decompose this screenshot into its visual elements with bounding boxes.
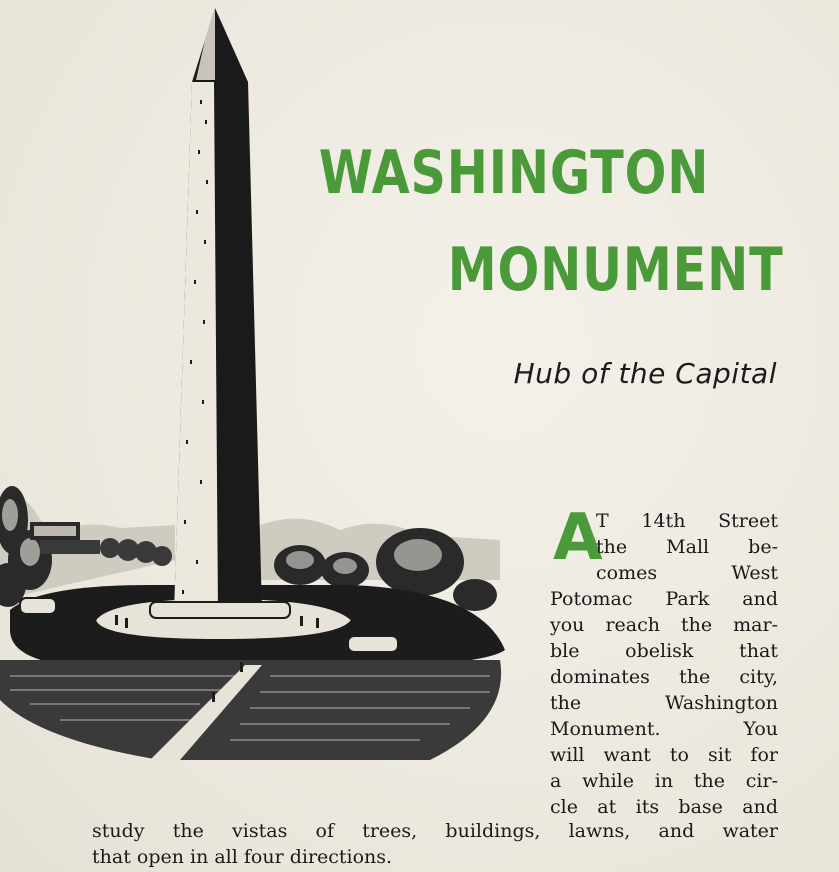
subtitle: Hub of the Capital	[513, 357, 777, 390]
body-column	[550, 501, 778, 820]
body-line: dominates the city,	[550, 666, 778, 688]
body-full-line: that open in all four directions.	[92, 846, 393, 868]
body-line: T 14th Street	[596, 510, 778, 532]
drop-cap: A	[553, 501, 603, 575]
body-line: the Mall be-	[596, 536, 778, 558]
body-line: Monument. You	[550, 718, 778, 740]
body-line: will want to sit for	[550, 744, 778, 766]
body-line: ble obelisk that	[550, 640, 778, 662]
body-line: comes West	[596, 562, 778, 584]
body-full-line: study the vistas of trees, buildings, lawns, and water	[92, 820, 778, 842]
title-line-2: MONUMENT	[447, 235, 783, 305]
title-line-1: WASHINGTON	[318, 138, 709, 208]
body-line: cle at its base and	[550, 796, 778, 818]
body-line: the Washington	[550, 692, 778, 714]
body-line: you reach the mar-	[550, 614, 778, 636]
body-line: a while in the cir-	[550, 770, 778, 792]
body-line: Potomac Park and	[550, 588, 778, 610]
